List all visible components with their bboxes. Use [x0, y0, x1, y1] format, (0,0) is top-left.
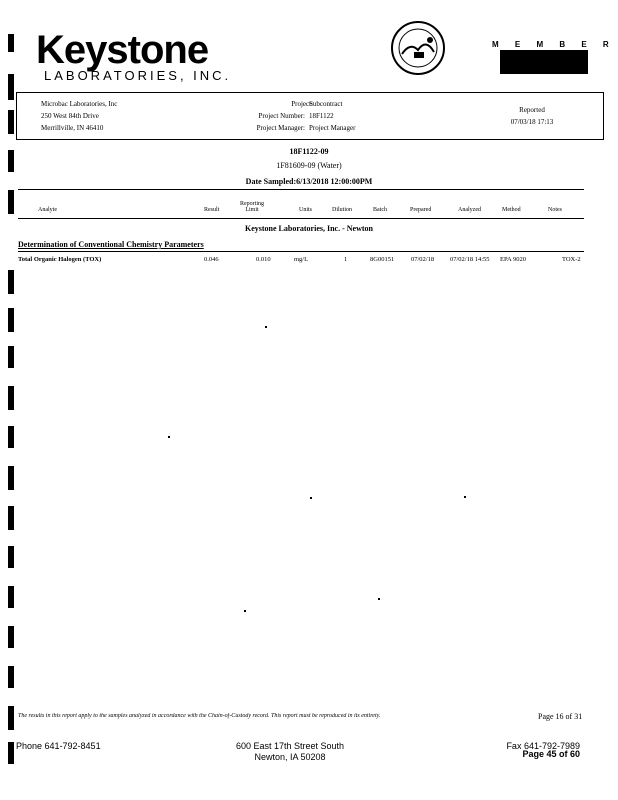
dilution-cell: 1: [344, 256, 348, 263]
scan-speck: [265, 326, 267, 328]
column-header: Prepared: [410, 207, 432, 213]
date-sampled: Date Sampled:6/13/2018 12:00:00PM: [245, 177, 373, 186]
page-number: Page 16 of 31: [538, 712, 583, 721]
scan-mark: [8, 308, 14, 332]
scan-mark: [8, 466, 14, 490]
project-value: Subcontract: [309, 100, 343, 108]
column-header: Notes: [548, 207, 562, 213]
sample-sub-id: 1F81609-09 (Water): [276, 161, 342, 170]
units-cell: mg/L: [294, 256, 309, 263]
fax: Fax 641-792-7989: [506, 741, 580, 751]
prepared-cell: 07/02/18: [411, 256, 435, 263]
column-header: Method: [502, 207, 521, 213]
reported-label: Reported: [519, 106, 545, 114]
phone: Phone 641-792-8451: [16, 741, 101, 751]
sample-id: 18F1122-09: [289, 147, 329, 156]
scan-mark: [8, 190, 14, 214]
table-header-row: [18, 198, 584, 218]
scan-mark: [8, 506, 14, 530]
scan-speck: [378, 598, 380, 600]
total-page-number: Page 45 of 60: [522, 749, 580, 759]
address-street: 600 East 17th Street South: [235, 741, 345, 751]
scan-mark: [8, 706, 14, 730]
accreditation-seal-icon: [390, 20, 446, 76]
table-row: [18, 256, 584, 266]
lab-name: Keystone Laboratories, Inc. - Newton: [245, 224, 373, 233]
scan-speck: [244, 610, 246, 612]
scan-mark: [8, 426, 14, 448]
scan-mark: [8, 346, 14, 368]
divider: [18, 218, 584, 219]
column-header: Dilution: [332, 207, 353, 213]
scan-mark: [8, 74, 14, 100]
disclaimer: The results in this report apply to the samples analyzed in accordance with the Chain-of-Custody record. This report must be reproduced in its entirety.: [18, 713, 381, 719]
analyte-cell: Total Organic Halogen (TOX): [18, 256, 102, 263]
scan-mark: [8, 586, 14, 608]
redaction-box: [500, 50, 588, 74]
address-city: Newton, IA 50208: [254, 752, 326, 762]
column-header: Analyte: [38, 207, 57, 213]
scan-speck: [168, 436, 170, 438]
scan-mark: [8, 546, 14, 568]
scan-mark: [8, 666, 14, 688]
divider: [18, 189, 584, 190]
reporting-limit-cell: 0.010: [256, 256, 271, 263]
reported-date: 07/03/18 17:13: [510, 118, 554, 126]
company-logo-subtext: LABORATORIES, INC.: [44, 68, 232, 83]
scan-mark: [8, 34, 14, 52]
project-number-label: Project Number:: [258, 112, 305, 120]
client-name: Microbac Laboratories, Inc: [41, 100, 118, 108]
batch-cell: 8G00151: [370, 256, 395, 263]
scan-mark: [8, 626, 14, 648]
column-header: Reporting Limit: [240, 201, 264, 213]
project-manager-label: Project Manager:: [256, 124, 305, 132]
divider: [18, 251, 584, 252]
scan-speck: [464, 496, 466, 498]
scan-speck: [310, 497, 312, 499]
scan-mark: [8, 270, 14, 294]
member-label: M E M B E R: [492, 40, 616, 49]
client-address-line1: 250 West 84th Drive: [41, 112, 99, 120]
analyzed-cell: 07/02/18 14:55: [450, 256, 490, 263]
column-header: Batch: [373, 207, 387, 213]
scan-mark: [8, 386, 14, 410]
method-cell: EPA 9020: [500, 256, 526, 263]
column-header: Analyzed: [458, 207, 481, 213]
client-address-line2: Merrillville, IN 46410: [41, 124, 104, 132]
project-manager-value: Project Manager: [309, 124, 356, 132]
project-label: Project:: [291, 100, 313, 108]
report-info-box: [16, 92, 604, 140]
column-header: Units: [299, 207, 313, 213]
company-logo: Keystone: [36, 28, 209, 72]
scan-mark: [8, 110, 14, 134]
scan-mark: [8, 742, 14, 764]
notes-cell: TOX-2: [562, 256, 581, 263]
project-number-value: 18F1122: [309, 112, 334, 120]
section-title: Determination of Conventional Chemistry Parameters: [18, 240, 204, 249]
result-cell: 0.046: [204, 256, 219, 263]
column-header: Result: [204, 207, 220, 213]
